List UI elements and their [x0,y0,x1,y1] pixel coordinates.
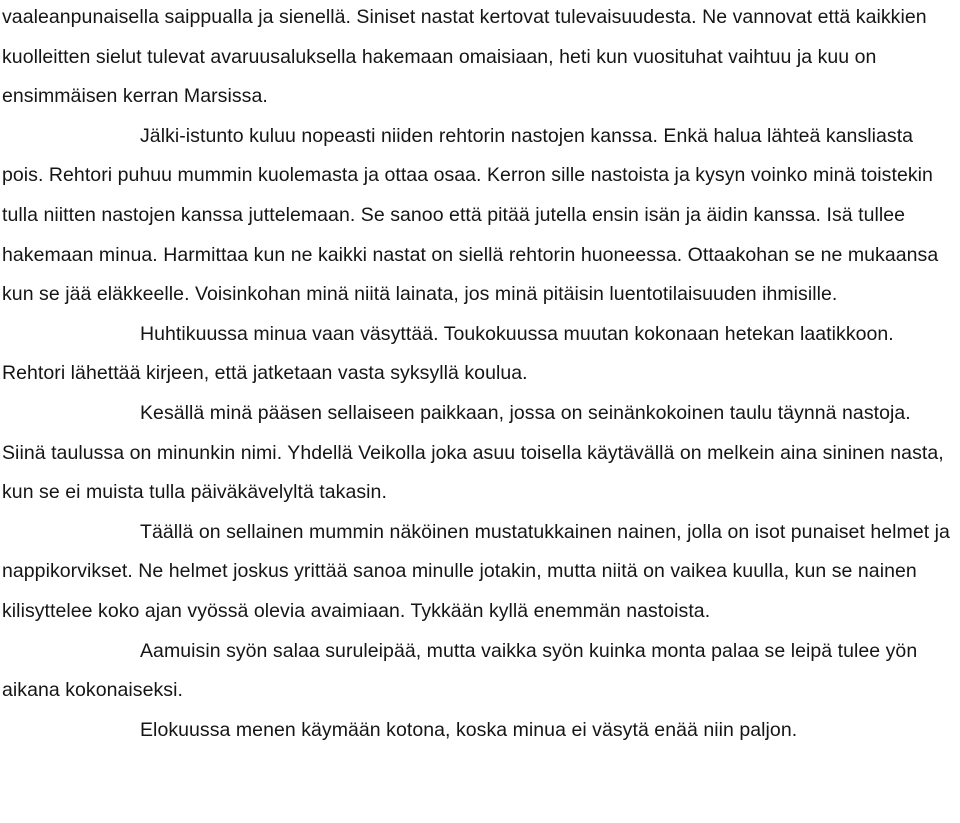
document-page [2,0,957,750]
paragraph-3: Huhtikuussa minua vaan väsyttää. Toukokuussa muutan kokonaan hetekan laatikkoon. Rehtori lähettää kirjeen, että jatketaan vasta syksyllä koulua. [2,322,894,385]
paragraph-4: Kesällä minä pääsen sellaiseen paikkaan, jossa on seinänkokoinen taulu täynnä nastoja. Siinä taulussa on minunkin nimi. Yhdellä Veikolla joka asuu toisella käytävällä on melkein aina sininen nasta, kun se ei muista tulla päiväkävelyltä takasin. [2,401,944,504]
paragraph-6: Aamuisin syön salaa suruleipää, mutta vaikka syön kuinka monta palaa se leipä tulee yön aikana kokonaiseksi. [2,639,918,702]
paragraph-5: Täällä on sellainen mummin näköinen mustatukkainen nainen, jolla on isot punaiset helmet ja nappikorvikset. Ne helmet joskus yrittää sanoa minulle jotakin, mutta niitä on vaikea kuulla, kun se nainen kilisyttelee koko ajan vyössä olevia avaimiaan. Tykkään kyllä enemmän nastoista. [2,520,950,622]
paragraph-7: Elokuussa menen käymään kotona, koska minua ei väsytä enää niin paljon. [140,718,798,741]
paragraph-1: vaaleanpunaisella saippualla ja sienellä. Siniset nastat kertovat tulevaisuudesta. Ne vannovat että kaikkien kuolleitten sielut tulevat avaruusaluksella hakemaan omaisiaan, heti kun vuosituhat vaihtuu ja kuu on ensimmäisen kerran Marsissa. [2,6,927,108]
paragraph-2: Jälki-istunto kuluu nopeasti niiden rehtorin nastojen kanssa. Enkä halua lähteä kansliasta pois. Rehtori puhuu mummin kuolemasta ja ottaa osaa. Kerron sille nastoista ja kysyn voinko minä toistekin tulla niitten nastojen kanssa juttelemaan. Se sanoo että pitää jutella ensin isän ja äidin kanssa. Isä tullee hakemaan minua. Harmittaa kun ne kaikki nastat on siellä rehtorin huoneessa. Ottaakohan se ne mukaansa kun se jää eläkkeelle. Voisinkohan minä niitä lainata, jos minä pitäisin luentotilaisuuden ihmisille. [2,124,939,306]
